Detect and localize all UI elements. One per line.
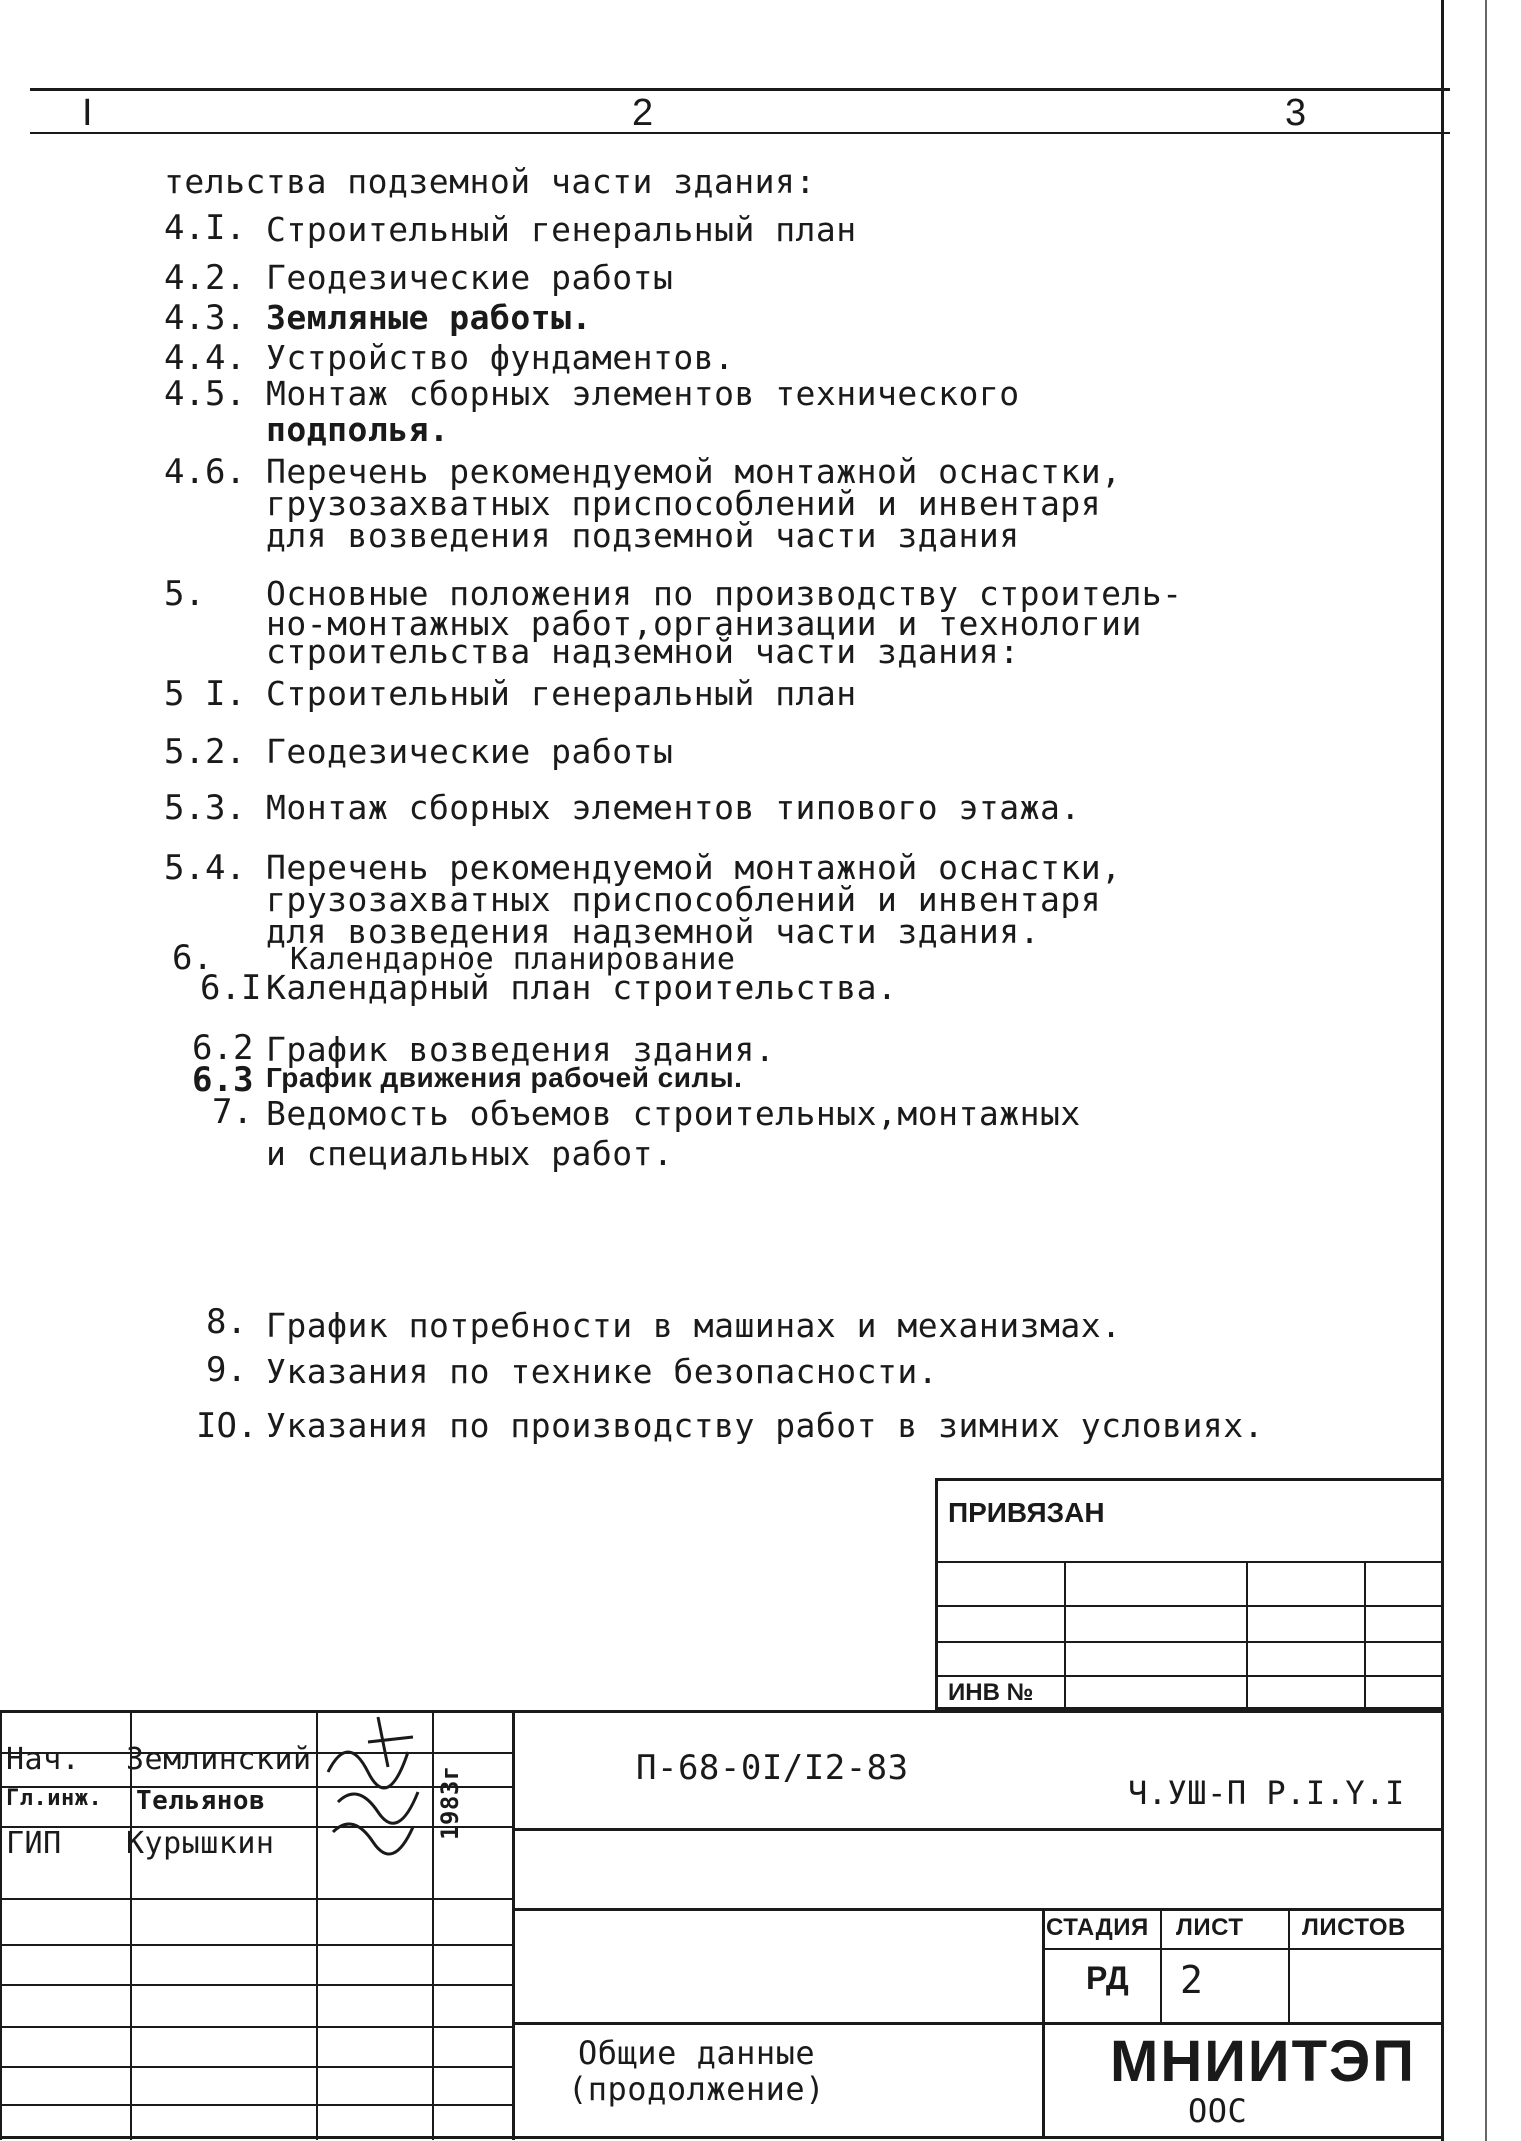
inv-label: ИНВ №	[948, 1679, 1034, 1706]
person-1-name: Землинский	[126, 1742, 312, 1777]
s8-text: График потребности в машинах и механизмах.	[266, 1306, 1122, 1345]
s4-3-num: 4.3.	[164, 298, 246, 338]
stamp-row-r2	[512, 1908, 1441, 1911]
s4-2-text: Геодезические работы	[266, 258, 674, 297]
stamp-vline-sheet	[1160, 1908, 1162, 2024]
stamp-left-row-8	[0, 2066, 512, 2068]
s8-num: 8.	[206, 1302, 247, 1342]
stamp-left-row-7	[0, 2026, 512, 2028]
stamp-left-row-4	[0, 1898, 512, 1900]
stage-value: РД	[1086, 1960, 1130, 1996]
s6-num: 6.	[172, 938, 213, 978]
s5-2-text: Геодезические работы	[266, 732, 674, 771]
s9-text: Указания по технике безопасности.	[266, 1352, 939, 1391]
s4-6-cont-1: грузозахватных приспособлений и инвентаря	[266, 484, 1102, 523]
title-line-1: Общие данные	[578, 2034, 816, 2072]
frame-top	[30, 88, 1450, 91]
s6-2-num: 6.2	[192, 1028, 254, 1068]
privyazan-box	[935, 1478, 1441, 1710]
priv-row-1	[938, 1561, 1444, 1563]
person-1-role: Нач.	[6, 1742, 81, 1777]
stamp-left-row-6	[0, 1984, 512, 1986]
sheet-value: 2	[1180, 1958, 1204, 2002]
s6-3-text: График движения рабочей силы.	[266, 1062, 743, 1093]
frame-left-edge	[0, 1710, 2, 2140]
sheets-label: ЛИСТОВ	[1302, 1914, 1406, 1941]
s5-1-num: 5 I.	[164, 674, 246, 714]
intro-line: тельства подземной части здания:	[164, 162, 816, 201]
s5-4-cont-2: для возведения надземной части здания.	[266, 912, 1040, 951]
s5-4-text: Перечень рекомендуемой монтажной оснастки,	[266, 848, 1122, 887]
privyazan-label: ПРИВЯЗАН	[948, 1497, 1105, 1528]
header-col-2: 2	[632, 92, 654, 134]
s4-6-num: 4.6.	[164, 452, 246, 492]
s4-1-num: 4.I.	[164, 208, 246, 248]
header-col-3: 3	[1285, 92, 1307, 134]
s7-num: 7.	[212, 1092, 253, 1132]
person-2-name: Тельянов	[136, 1786, 266, 1816]
s4-1-text: Строительный генеральный план	[266, 210, 857, 249]
frame-header-bottom	[30, 132, 1450, 134]
stamp-bottom	[0, 2136, 1441, 2139]
stamp-row-r3	[1042, 1948, 1441, 1950]
s4-2-num: 4.2.	[164, 258, 246, 298]
s6-1-text: Календарный план строительства.	[266, 968, 898, 1007]
s4-5-text: Монтаж сборных элементов технического	[266, 374, 1020, 413]
priv-row-2	[938, 1605, 1444, 1607]
stamp-vline-sheets	[1288, 1908, 1290, 2024]
s5-1-text: Строительный генеральный план	[266, 674, 857, 713]
s4-5-cont: подполья.	[266, 410, 450, 449]
stamp-year: 1983г	[436, 1765, 464, 1840]
s5-2-num: 5.2.	[164, 732, 246, 772]
s4-4-text: Устройство фундаментов.	[266, 338, 735, 377]
s4-4-num: 4.4.	[164, 338, 246, 378]
person-2-role: Гл.инж.	[6, 1786, 103, 1811]
s5-4-num: 5.4.	[164, 848, 246, 888]
org-sub: ООС	[1188, 2092, 1248, 2130]
s5-3-num: 5.3.	[164, 788, 246, 828]
s10-text: Указания по производству работ в зимних условиях.	[266, 1406, 1265, 1445]
s6-3-num: 6.3	[192, 1060, 254, 1100]
stage-label: СТАДИЯ	[1046, 1914, 1149, 1941]
s5-3-text: Монтаж сборных элементов типового этажа.	[266, 788, 1081, 827]
stamp-vline-main	[512, 1710, 515, 2140]
s5-line-1: Основные положения по производству строитель-	[266, 574, 1183, 613]
signature-scribble	[318, 1712, 438, 1872]
doc-code-2: Ч.УШ-П Р.I.Y.I	[1128, 1774, 1405, 1812]
stamp-left-row-9	[0, 2104, 512, 2106]
priv-row-4	[938, 1675, 1444, 1677]
title-line-2: (продолжение)	[568, 2070, 825, 2108]
s7-text: Ведомость объемов строительных,монтажных	[266, 1094, 1081, 1133]
s6-1-num: 6.I	[200, 968, 262, 1008]
s4-3-text: Земляные работы.	[266, 298, 592, 337]
frame-right	[1441, 0, 1444, 2141]
s10-num: IO.	[196, 1406, 258, 1446]
stamp-vline-stage	[1042, 1908, 1045, 2138]
priv-col-2	[1246, 1561, 1248, 1713]
stamp-row-r1	[512, 1828, 1441, 1831]
priv-row-3	[938, 1641, 1444, 1643]
stamp-row-r4	[512, 2022, 1441, 2025]
priv-col-3	[1364, 1561, 1366, 1713]
person-3-name: Курышкин	[126, 1826, 275, 1861]
s5-4-cont-1: грузозахватных приспособлений и инвентаря	[266, 880, 1102, 919]
stamp-top	[0, 1710, 1441, 1713]
priv-col-1	[1064, 1561, 1066, 1713]
s4-5-num: 4.5.	[164, 374, 246, 414]
s6-2-text: График возведения здания.	[266, 1030, 776, 1069]
header-col-1: I	[82, 92, 93, 134]
stamp-left-row-5	[0, 1944, 512, 1946]
s6-text: Календарное планирование	[290, 942, 736, 977]
s7-cont: и специальных работ.	[266, 1134, 674, 1173]
doc-code: П-68-0I/I2-83	[636, 1748, 909, 1788]
sheet-label: ЛИСТ	[1176, 1914, 1244, 1941]
s4-6-text: Перечень рекомендуемой монтажной оснастки,	[266, 452, 1122, 491]
s5-num: 5.	[164, 574, 205, 614]
s9-num: 9.	[206, 1350, 247, 1390]
org-name: МНИИТЭП	[1110, 2029, 1416, 2094]
s5-line-3: строительства надземной части здания:	[266, 632, 1020, 671]
s4-6-cont-2: для возведения подземной части здания	[266, 516, 1020, 555]
frame-right-outer	[1485, 0, 1487, 2141]
s5-line-2: но-монтажных работ,организации и технологии	[266, 604, 1142, 643]
person-3-role: ГИП	[6, 1826, 62, 1861]
